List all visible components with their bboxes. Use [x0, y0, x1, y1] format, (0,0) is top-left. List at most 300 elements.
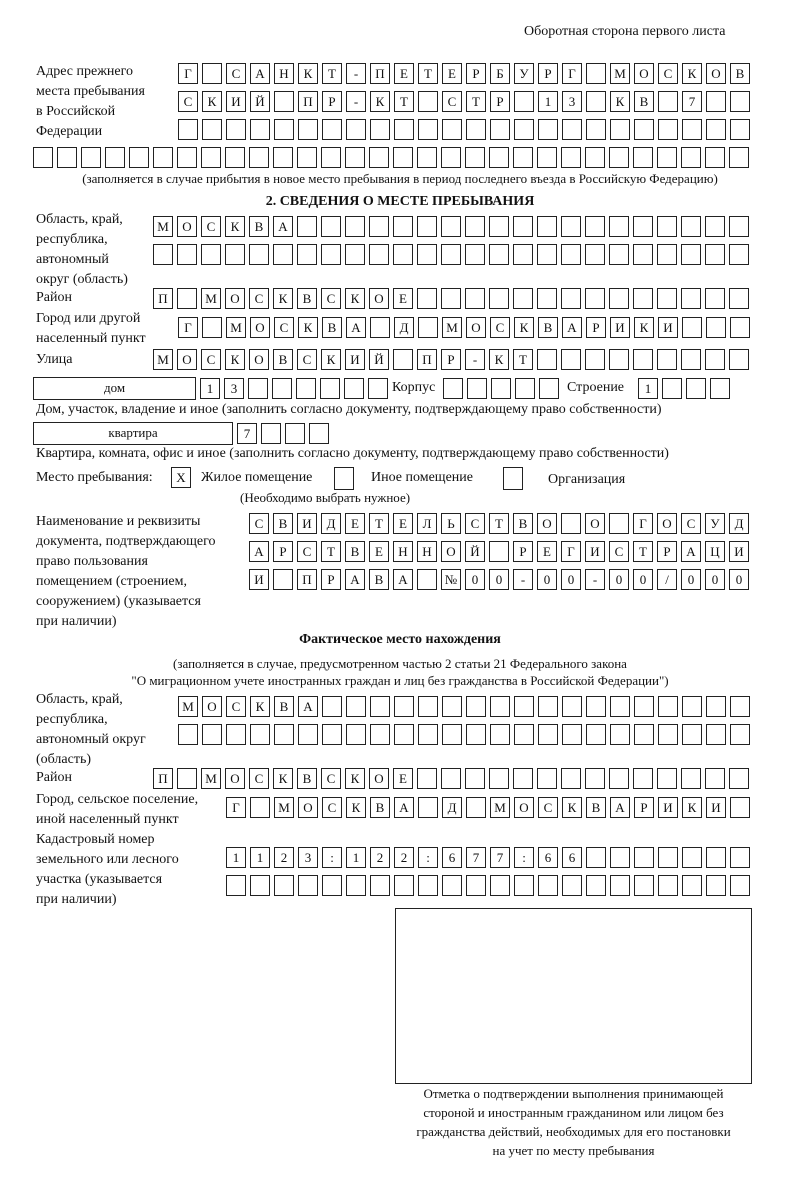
flat-cell[interactable] — [261, 423, 281, 444]
city-cell[interactable]: А — [346, 317, 366, 338]
cadastral-row2-cell[interactable] — [658, 875, 678, 896]
doc-row1-cell[interactable]: Д — [321, 513, 341, 534]
prev-address-row4-cell[interactable] — [633, 147, 653, 168]
doc-row2-cell[interactable]: Е — [537, 541, 557, 562]
cadastral-row1-cell[interactable] — [586, 847, 606, 868]
actual-region-row1-cell[interactable]: В — [274, 696, 294, 717]
actual-district-cell[interactable]: О — [369, 768, 389, 789]
cadastral-row1-cell[interactable] — [730, 847, 750, 868]
region-row2-cell[interactable] — [225, 244, 245, 265]
street-cell[interactable] — [681, 349, 701, 370]
stay-checkbox-residential[interactable]: X — [171, 467, 191, 488]
street-cell[interactable]: Й — [369, 349, 389, 370]
actual-region-row2-cell[interactable] — [610, 724, 630, 745]
region-row2-cell[interactable] — [537, 244, 557, 265]
prev-address-row2-cell[interactable]: В — [634, 91, 654, 112]
doc-row2-cell[interactable]: Р — [513, 541, 533, 562]
doc-row2-cell[interactable]: С — [609, 541, 629, 562]
actual-district-cell[interactable]: К — [345, 768, 365, 789]
city-cell[interactable] — [682, 317, 702, 338]
stay-checkbox-organization[interactable] — [503, 467, 523, 490]
actual-city-cell[interactable]: А — [394, 797, 414, 818]
korpus-cell[interactable] — [515, 378, 535, 399]
actual-city-cell[interactable] — [418, 797, 438, 818]
region-row1-cell[interactable] — [369, 216, 389, 237]
prev-address-row4-cell[interactable] — [609, 147, 629, 168]
cadastral-row2-cell[interactable] — [562, 875, 582, 896]
cadastral-row1-cell[interactable]: : — [514, 847, 534, 868]
prev-address-row2-cell[interactable] — [586, 91, 606, 112]
doc-row3-cell[interactable]: Р — [321, 569, 341, 590]
doc-row1-cell[interactable]: С — [465, 513, 485, 534]
prev-address-row3-cell[interactable] — [490, 119, 510, 140]
doc-row2-cell[interactable]: А — [249, 541, 269, 562]
prev-address-row2-cell[interactable]: Т — [394, 91, 414, 112]
prev-address-row1-cell[interactable]: С — [658, 63, 678, 84]
actual-region-row2-cell[interactable] — [586, 724, 606, 745]
flat-type-field[interactable]: квартира — [33, 422, 233, 445]
prev-address-row2-cell[interactable] — [658, 91, 678, 112]
actual-region-row1-cell[interactable]: О — [202, 696, 222, 717]
doc-row1-cell[interactable]: Д — [729, 513, 749, 534]
doc-row1-cell[interactable]: Т — [489, 513, 509, 534]
house-cell[interactable]: 3 — [224, 378, 244, 399]
actual-region-row1-cell[interactable] — [322, 696, 342, 717]
actual-district-cell[interactable] — [561, 768, 581, 789]
prev-address-row3-cell[interactable] — [634, 119, 654, 140]
house-type-field[interactable]: дом — [33, 377, 196, 400]
actual-region-row1-cell[interactable] — [586, 696, 606, 717]
prev-address-row2-cell[interactable]: Р — [322, 91, 342, 112]
region-row2-cell[interactable] — [609, 244, 629, 265]
actual-region-row2-cell[interactable] — [466, 724, 486, 745]
prev-address-row2-cell[interactable] — [418, 91, 438, 112]
prev-address-row1-cell[interactable]: Г — [562, 63, 582, 84]
actual-region-row2-cell[interactable] — [682, 724, 702, 745]
prev-address-row1-cell[interactable]: Е — [394, 63, 414, 84]
city-cell[interactable]: И — [658, 317, 678, 338]
doc-row2-cell[interactable]: И — [729, 541, 749, 562]
actual-region-row2-cell[interactable] — [178, 724, 198, 745]
street-cell[interactable]: И — [345, 349, 365, 370]
doc-row3-cell[interactable]: 0 — [681, 569, 701, 590]
region-row2-cell[interactable] — [345, 244, 365, 265]
doc-row1-cell[interactable] — [609, 513, 629, 534]
prev-address-row1-cell[interactable]: К — [682, 63, 702, 84]
cadastral-row2-cell[interactable] — [682, 875, 702, 896]
actual-city-cell[interactable]: М — [274, 797, 294, 818]
prev-address-row4-cell[interactable] — [321, 147, 341, 168]
street-cell[interactable]: К — [321, 349, 341, 370]
prev-address-row1-cell[interactable]: Г — [178, 63, 198, 84]
cadastral-row2-cell[interactable] — [322, 875, 342, 896]
region-row1-cell[interactable] — [297, 216, 317, 237]
house-cell[interactable] — [368, 378, 388, 399]
actual-city-cell[interactable]: С — [322, 797, 342, 818]
region-row1-cell[interactable] — [537, 216, 557, 237]
street-cell[interactable]: О — [249, 349, 269, 370]
actual-region-row2-cell[interactable] — [514, 724, 534, 745]
region-row1-cell[interactable] — [417, 216, 437, 237]
region-row1-cell[interactable] — [345, 216, 365, 237]
cadastral-row1-cell[interactable] — [706, 847, 726, 868]
cadastral-row2-cell[interactable] — [370, 875, 390, 896]
cadastral-row2-cell[interactable] — [298, 875, 318, 896]
actual-city-cell[interactable] — [466, 797, 486, 818]
actual-district-cell[interactable] — [177, 768, 197, 789]
prev-address-row3-cell[interactable] — [322, 119, 342, 140]
prev-address-row2-cell[interactable]: Й — [250, 91, 270, 112]
cadastral-row2-cell[interactable] — [226, 875, 246, 896]
city-cell[interactable]: О — [466, 317, 486, 338]
korpus-cell[interactable] — [491, 378, 511, 399]
actual-district-cell[interactable] — [609, 768, 629, 789]
prev-address-row1-cell[interactable] — [586, 63, 606, 84]
cadastral-row1-cell[interactable]: 1 — [250, 847, 270, 868]
city-cell[interactable]: Г — [178, 317, 198, 338]
prev-address-row4-cell[interactable] — [81, 147, 101, 168]
cadastral-row2-cell[interactable] — [274, 875, 294, 896]
actual-region-row1-cell[interactable] — [730, 696, 750, 717]
actual-region-row1-cell[interactable] — [682, 696, 702, 717]
prev-address-row1-cell[interactable]: С — [226, 63, 246, 84]
district-cell[interactable] — [417, 288, 437, 309]
actual-district-cell[interactable]: П — [153, 768, 173, 789]
district-cell[interactable] — [465, 288, 485, 309]
doc-row1-cell[interactable]: О — [657, 513, 677, 534]
street-cell[interactable] — [609, 349, 629, 370]
cadastral-row1-cell[interactable]: 1 — [226, 847, 246, 868]
cadastral-row2-cell[interactable] — [490, 875, 510, 896]
doc-row2-cell[interactable]: Е — [369, 541, 389, 562]
prev-address-row3-cell[interactable] — [250, 119, 270, 140]
district-cell[interactable]: К — [273, 288, 293, 309]
region-row1-cell[interactable]: М — [153, 216, 173, 237]
region-row2-cell[interactable] — [249, 244, 269, 265]
doc-row2-cell[interactable]: А — [681, 541, 701, 562]
actual-region-row2-cell[interactable] — [658, 724, 678, 745]
cadastral-row2-cell[interactable] — [346, 875, 366, 896]
city-cell[interactable]: М — [226, 317, 246, 338]
prev-address-row4-cell[interactable] — [681, 147, 701, 168]
prev-address-row1-cell[interactable] — [202, 63, 222, 84]
house-cell[interactable] — [272, 378, 292, 399]
city-cell[interactable]: В — [322, 317, 342, 338]
region-row2-cell[interactable] — [273, 244, 293, 265]
actual-district-cell[interactable]: В — [297, 768, 317, 789]
district-cell[interactable] — [177, 288, 197, 309]
actual-city-cell[interactable]: О — [514, 797, 534, 818]
region-row1-cell[interactable] — [513, 216, 533, 237]
prev-address-row4-cell[interactable] — [177, 147, 197, 168]
actual-district-cell[interactable] — [681, 768, 701, 789]
actual-region-row2-cell[interactable] — [394, 724, 414, 745]
prev-address-row1-cell[interactable]: В — [730, 63, 750, 84]
district-cell[interactable] — [561, 288, 581, 309]
prev-address-row1-cell[interactable]: Е — [442, 63, 462, 84]
prev-address-row2-cell[interactable]: 1 — [538, 91, 558, 112]
actual-region-row1-cell[interactable] — [514, 696, 534, 717]
cadastral-row1-cell[interactable]: : — [418, 847, 438, 868]
actual-city-cell[interactable]: И — [658, 797, 678, 818]
actual-region-row1-cell[interactable] — [466, 696, 486, 717]
district-cell[interactable] — [681, 288, 701, 309]
district-cell[interactable] — [513, 288, 533, 309]
prev-address-row1-cell[interactable]: Б — [490, 63, 510, 84]
actual-city-cell[interactable]: К — [346, 797, 366, 818]
doc-row1-cell[interactable]: В — [273, 513, 293, 534]
prev-address-row3-cell[interactable] — [274, 119, 294, 140]
actual-district-cell[interactable]: С — [249, 768, 269, 789]
doc-row2-cell[interactable]: Г — [561, 541, 581, 562]
prev-address-row4-cell[interactable] — [489, 147, 509, 168]
doc-row2-cell[interactable] — [489, 541, 509, 562]
actual-city-cell[interactable] — [250, 797, 270, 818]
region-row1-cell[interactable] — [561, 216, 581, 237]
street-cell[interactable] — [393, 349, 413, 370]
prev-address-row2-cell[interactable]: И — [226, 91, 246, 112]
prev-address-row1-cell[interactable]: Н — [274, 63, 294, 84]
actual-city-cell[interactable]: Д — [442, 797, 462, 818]
actual-district-cell[interactable] — [417, 768, 437, 789]
doc-row3-cell[interactable]: 0 — [705, 569, 725, 590]
city-cell[interactable]: К — [514, 317, 534, 338]
actual-region-row2-cell[interactable] — [298, 724, 318, 745]
prev-address-row4-cell[interactable] — [729, 147, 749, 168]
cadastral-row1-cell[interactable]: 1 — [346, 847, 366, 868]
actual-city-cell[interactable]: Г — [226, 797, 246, 818]
doc-row2-cell[interactable]: Н — [393, 541, 413, 562]
prev-address-row1-cell[interactable]: У — [514, 63, 534, 84]
city-cell[interactable]: С — [274, 317, 294, 338]
doc-row2-cell[interactable]: В — [345, 541, 365, 562]
prev-address-row4-cell[interactable] — [393, 147, 413, 168]
region-row1-cell[interactable]: С — [201, 216, 221, 237]
cadastral-row2-cell[interactable] — [466, 875, 486, 896]
actual-region-row2-cell[interactable] — [226, 724, 246, 745]
region-row2-cell[interactable] — [561, 244, 581, 265]
prev-address-row4-cell[interactable] — [129, 147, 149, 168]
prev-address-row3-cell[interactable] — [418, 119, 438, 140]
korpus-cell[interactable] — [443, 378, 463, 399]
prev-address-row1-cell[interactable]: Т — [418, 63, 438, 84]
actual-district-cell[interactable]: Е — [393, 768, 413, 789]
house-cell[interactable] — [248, 378, 268, 399]
region-row2-cell[interactable] — [417, 244, 437, 265]
actual-district-cell[interactable] — [441, 768, 461, 789]
doc-row1-cell[interactable]: Т — [369, 513, 389, 534]
prev-address-row3-cell[interactable] — [538, 119, 558, 140]
prev-address-row2-cell[interactable] — [514, 91, 534, 112]
doc-row3-cell[interactable]: 0 — [633, 569, 653, 590]
actual-district-cell[interactable] — [729, 768, 749, 789]
cadastral-row1-cell[interactable]: 6 — [442, 847, 462, 868]
actual-region-row2-cell[interactable] — [418, 724, 438, 745]
flat-cell[interactable]: 7 — [237, 423, 257, 444]
prev-address-row4-cell[interactable] — [345, 147, 365, 168]
region-row2-cell[interactable] — [729, 244, 749, 265]
doc-row1-cell[interactable]: Е — [345, 513, 365, 534]
prev-address-row2-cell[interactable]: 7 — [682, 91, 702, 112]
building-cell[interactable] — [686, 378, 706, 399]
prev-address-row2-cell[interactable]: С — [442, 91, 462, 112]
city-cell[interactable]: Р — [586, 317, 606, 338]
house-cell[interactable] — [320, 378, 340, 399]
region-row2-cell[interactable] — [585, 244, 605, 265]
street-cell[interactable]: - — [465, 349, 485, 370]
korpus-cell[interactable] — [539, 378, 559, 399]
region-row2-cell[interactable] — [201, 244, 221, 265]
prev-address-row4-cell[interactable] — [417, 147, 437, 168]
region-row2-cell[interactable] — [513, 244, 533, 265]
doc-row3-cell[interactable]: А — [345, 569, 365, 590]
district-cell[interactable] — [441, 288, 461, 309]
city-cell[interactable] — [202, 317, 222, 338]
actual-region-row2-cell[interactable] — [322, 724, 342, 745]
prev-address-row4-cell[interactable] — [585, 147, 605, 168]
city-cell[interactable]: О — [250, 317, 270, 338]
district-cell[interactable]: М — [201, 288, 221, 309]
region-row1-cell[interactable] — [393, 216, 413, 237]
prev-address-row3-cell[interactable] — [202, 119, 222, 140]
doc-row2-cell[interactable]: Р — [273, 541, 293, 562]
region-row2-cell[interactable] — [441, 244, 461, 265]
cadastral-row2-cell[interactable] — [418, 875, 438, 896]
street-cell[interactable] — [729, 349, 749, 370]
cadastral-row1-cell[interactable]: 3 — [298, 847, 318, 868]
district-cell[interactable] — [489, 288, 509, 309]
doc-row3-cell[interactable]: - — [585, 569, 605, 590]
actual-district-cell[interactable] — [657, 768, 677, 789]
actual-city-cell[interactable]: И — [706, 797, 726, 818]
prev-address-row1-cell[interactable]: О — [634, 63, 654, 84]
prev-address-row2-cell[interactable]: Р — [490, 91, 510, 112]
city-cell[interactable]: С — [490, 317, 510, 338]
region-row2-cell[interactable] — [705, 244, 725, 265]
cadastral-row2-cell[interactable] — [586, 875, 606, 896]
street-cell[interactable]: В — [273, 349, 293, 370]
prev-address-row1-cell[interactable]: П — [370, 63, 390, 84]
prev-address-row1-cell[interactable]: Р — [538, 63, 558, 84]
doc-row1-cell[interactable]: С — [249, 513, 269, 534]
city-cell[interactable]: М — [442, 317, 462, 338]
cadastral-row1-cell[interactable]: : — [322, 847, 342, 868]
cadastral-row1-cell[interactable]: 6 — [538, 847, 558, 868]
doc-row3-cell[interactable]: 0 — [609, 569, 629, 590]
prev-address-row2-cell[interactable]: К — [202, 91, 222, 112]
prev-address-row1-cell[interactable]: Р — [466, 63, 486, 84]
street-cell[interactable] — [633, 349, 653, 370]
actual-region-row1-cell[interactable] — [394, 696, 414, 717]
prev-address-row4-cell[interactable] — [273, 147, 293, 168]
doc-row3-cell[interactable]: И — [249, 569, 269, 590]
doc-row2-cell[interactable]: Й — [465, 541, 485, 562]
cadastral-row1-cell[interactable] — [658, 847, 678, 868]
district-cell[interactable] — [657, 288, 677, 309]
district-cell[interactable] — [609, 288, 629, 309]
prev-address-row4-cell[interactable] — [297, 147, 317, 168]
city-cell[interactable]: К — [634, 317, 654, 338]
doc-row1-cell[interactable]: Ь — [441, 513, 461, 534]
prev-address-row3-cell[interactable] — [514, 119, 534, 140]
prev-address-row1-cell[interactable]: - — [346, 63, 366, 84]
region-row1-cell[interactable] — [657, 216, 677, 237]
prev-address-row4-cell[interactable] — [465, 147, 485, 168]
actual-city-cell[interactable]: В — [586, 797, 606, 818]
actual-city-cell[interactable] — [730, 797, 750, 818]
cadastral-row2-cell[interactable] — [514, 875, 534, 896]
prev-address-row4-cell[interactable] — [249, 147, 269, 168]
cadastral-row1-cell[interactable]: 6 — [562, 847, 582, 868]
doc-row2-cell[interactable]: Ц — [705, 541, 725, 562]
prev-address-row3-cell[interactable] — [226, 119, 246, 140]
region-row2-cell[interactable] — [681, 244, 701, 265]
actual-district-cell[interactable] — [633, 768, 653, 789]
street-cell[interactable]: Т — [513, 349, 533, 370]
prev-address-row1-cell[interactable]: К — [298, 63, 318, 84]
doc-row3-cell[interactable]: В — [369, 569, 389, 590]
region-row1-cell[interactable] — [609, 216, 629, 237]
district-cell[interactable]: С — [249, 288, 269, 309]
region-row2-cell[interactable] — [393, 244, 413, 265]
city-cell[interactable] — [370, 317, 390, 338]
house-cell[interactable]: 1 — [200, 378, 220, 399]
doc-row1-cell[interactable] — [561, 513, 581, 534]
prev-address-row3-cell[interactable] — [706, 119, 726, 140]
doc-row3-cell[interactable]: 0 — [729, 569, 749, 590]
actual-region-row1-cell[interactable] — [490, 696, 510, 717]
district-cell[interactable] — [537, 288, 557, 309]
prev-address-row3-cell[interactable] — [346, 119, 366, 140]
prev-address-row2-cell[interactable]: К — [370, 91, 390, 112]
district-cell[interactable]: Е — [393, 288, 413, 309]
actual-region-row2-cell[interactable] — [250, 724, 270, 745]
prev-address-row4-cell[interactable] — [513, 147, 533, 168]
building-cell[interactable]: 1 — [638, 378, 658, 399]
region-row2-cell[interactable] — [633, 244, 653, 265]
actual-district-cell[interactable] — [489, 768, 509, 789]
cadastral-row2-cell[interactable] — [250, 875, 270, 896]
prev-address-row4-cell[interactable] — [705, 147, 725, 168]
actual-city-cell[interactable]: Р — [634, 797, 654, 818]
district-cell[interactable]: С — [321, 288, 341, 309]
street-cell[interactable] — [537, 349, 557, 370]
prev-address-row4-cell[interactable] — [441, 147, 461, 168]
city-cell[interactable]: А — [562, 317, 582, 338]
doc-row3-cell[interactable]: 0 — [561, 569, 581, 590]
prev-address-row4-cell[interactable] — [657, 147, 677, 168]
doc-row1-cell[interactable]: Е — [393, 513, 413, 534]
prev-address-row3-cell[interactable] — [298, 119, 318, 140]
actual-city-cell[interactable]: О — [298, 797, 318, 818]
doc-row2-cell[interactable]: С — [297, 541, 317, 562]
street-cell[interactable] — [657, 349, 677, 370]
house-cell[interactable] — [296, 378, 316, 399]
actual-region-row2-cell[interactable] — [442, 724, 462, 745]
doc-row1-cell[interactable]: И — [297, 513, 317, 534]
actual-district-cell[interactable] — [513, 768, 533, 789]
region-row2-cell[interactable] — [297, 244, 317, 265]
prev-address-row2-cell[interactable]: К — [610, 91, 630, 112]
actual-region-row2-cell[interactable] — [562, 724, 582, 745]
actual-city-cell[interactable]: К — [682, 797, 702, 818]
actual-region-row1-cell[interactable] — [658, 696, 678, 717]
region-row2-cell[interactable] — [489, 244, 509, 265]
actual-district-cell[interactable] — [537, 768, 557, 789]
doc-row2-cell[interactable]: Т — [633, 541, 653, 562]
street-cell[interactable] — [705, 349, 725, 370]
doc-row3-cell[interactable] — [273, 569, 293, 590]
